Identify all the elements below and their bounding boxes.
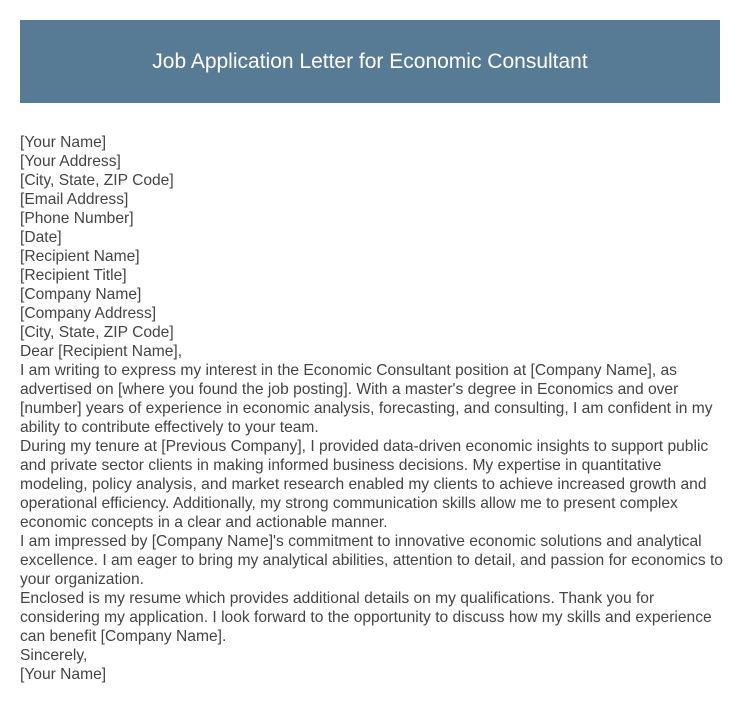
sender-phone: [Phone Number]	[20, 210, 134, 227]
page-header	[20, 20, 720, 103]
sender-address: [Your Address]	[20, 153, 121, 170]
sender-email: [Email Address]	[20, 191, 129, 208]
page-title: Job Application Letter for Economic Consultant	[152, 49, 588, 73]
paragraph-intro: I am writing to express my interest in the Economic Consultant position at [Company Name], as advertised on [where you found the job posting]. With a master's degree in Economics and over [number] years of experience in economic analysis, forecasting, and consulting, I am confident in my ability to contribute effectively to your team.	[20, 362, 713, 436]
closing: Sincerely,	[20, 647, 88, 664]
sender-city-state-zip: [City, State, ZIP Code]	[20, 172, 174, 189]
letter-date: [Date]	[20, 229, 62, 246]
sender-name: [Your Name]	[20, 134, 107, 151]
signature: [Your Name]	[20, 666, 107, 683]
recipient-title: [Recipient Title]	[20, 267, 127, 284]
recipient-company-address: [Company Address]	[20, 305, 157, 322]
recipient-company: [Company Name]	[20, 286, 142, 303]
salutation: Dear [Recipient Name],	[20, 343, 183, 360]
recipient-city-state-zip: [City, State, ZIP Code]	[20, 324, 174, 341]
paragraph-experience: During my tenure at [Previous Company], I provided data-driven economic insights to support public and private sector clients in making informed business decisions. My expertise in quantitative modeling, policy analysis, and market research enabled my clients to achieve increased growth and operational efficiency. Additionally, my strong communication skills allow me to present complex economic concepts in a clear and actionable manner.	[20, 438, 709, 531]
letter-body	[20, 133, 725, 684]
recipient-name: [Recipient Name]	[20, 248, 140, 265]
paragraph-motivation: I am impressed by [Company Name]'s commitment to innovative economic solutions and analytical excellence. I am eager to bring my analytical abilities, attention to detail, and passion for economics to your organization.	[20, 533, 723, 588]
paragraph-closing: Enclosed is my resume which provides additional details on my qualifications. Thank you for considering my application. I look forward to the opportunity to discuss how my skills and experience can benefit [Company Name].	[20, 590, 712, 645]
